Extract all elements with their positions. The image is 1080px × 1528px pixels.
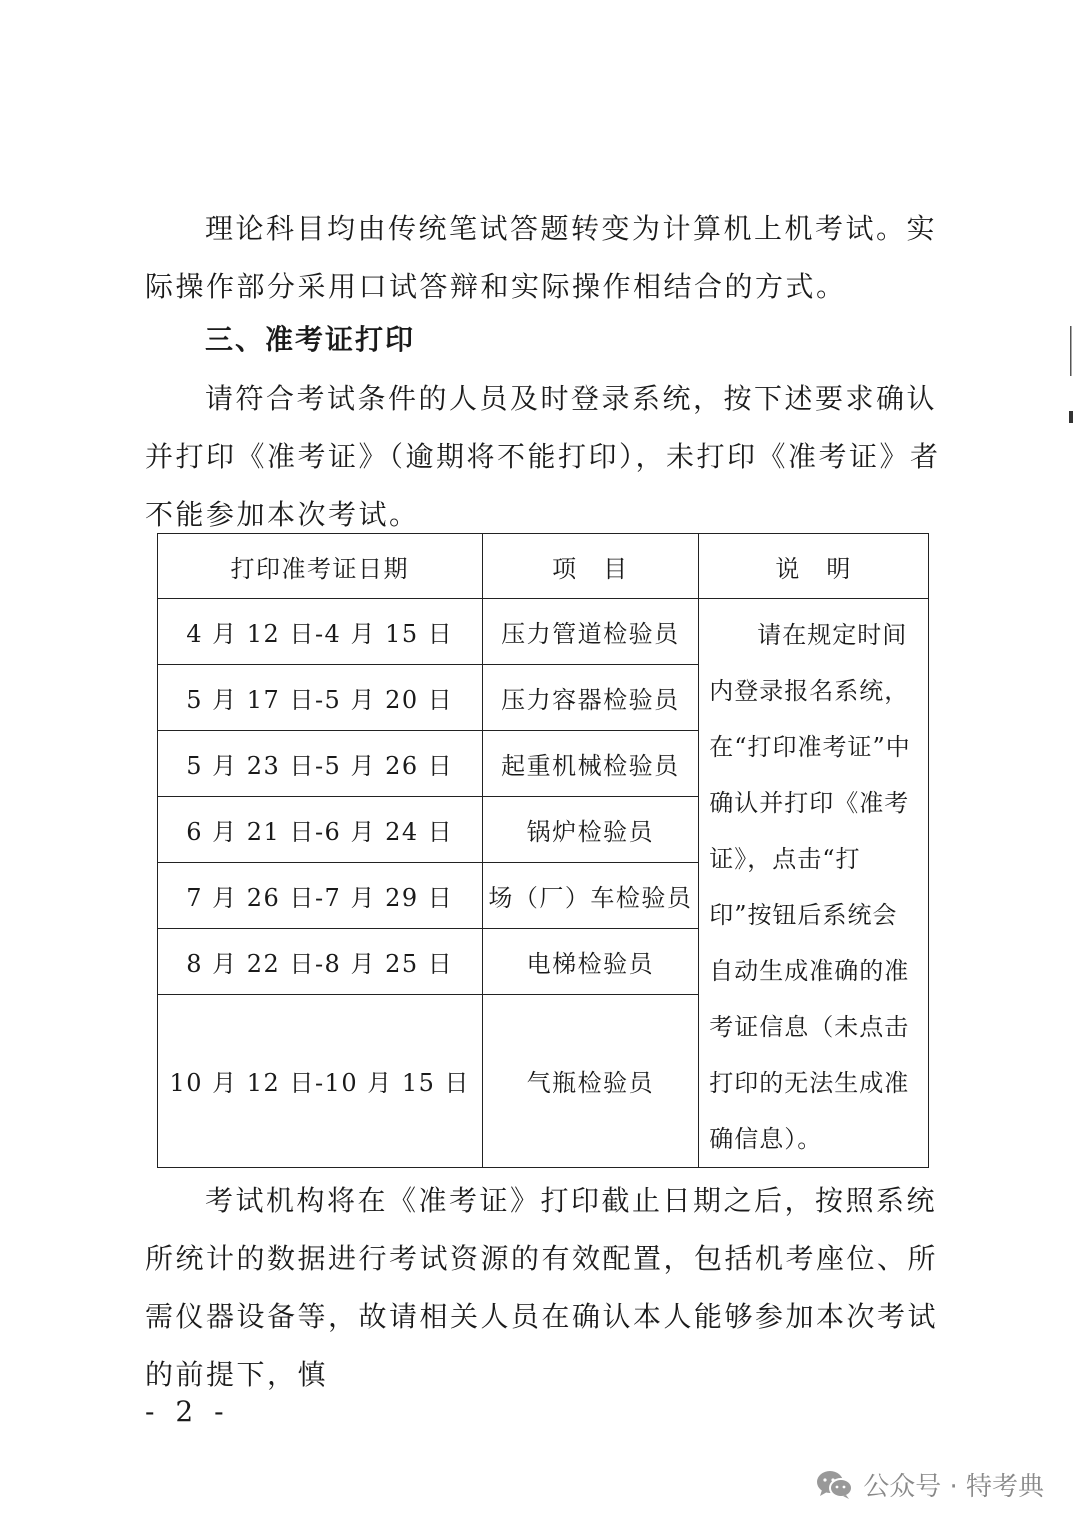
note-cell [699, 599, 929, 1168]
header-note: 说 明 [699, 534, 929, 599]
closing-paragraph: 考试机构将在《准考证》打印截止日期之后，按照系统所统计的数据进行考试资源的有效配置，包括机考座位、所需仪器设备等，故请相关人员在确认本人能够参加本次考试的前提下，慎 [145, 1184, 939, 1391]
row-date: 4 月 12 日-4 月 15 日 [158, 599, 483, 665]
page-number: - 2 - [145, 1395, 230, 1428]
intro-paragraph: 理论科目均由传统笔试答题转变为计算机上机考试。实际操作部分采用口试答辩和实际操作相结合的方式。 [145, 212, 938, 303]
schedule-table [157, 533, 929, 1168]
row-date: 7 月 26 日-7 月 29 日 [158, 862, 483, 928]
wechat-icon [815, 1469, 853, 1501]
scan-edge-marks [1068, 326, 1074, 426]
table-row [158, 599, 929, 665]
row-item: 压力管道检验员 [482, 599, 699, 665]
row-item: 锅炉检验员 [482, 796, 699, 862]
row-item: 起重机械检验员 [482, 730, 699, 796]
row-date: 6 月 21 日-6 月 24 日 [158, 796, 483, 862]
header-item: 项 目 [482, 534, 699, 599]
row-date: 8 月 22 日-8 月 25 日 [158, 928, 483, 994]
row-date: 5 月 17 日-5 月 20 日 [158, 664, 483, 730]
watermark [815, 1466, 1044, 1503]
note-text: 请在规定时间内登录报名系统，在“打印准考证”中确认并打印《准考证》，点击“打印”按钮后系统会自动生成准确的准考证信息（未点击打印的无法生成准确信息）。 [709, 621, 911, 1153]
row-date: 10 月 12 日-10 月 15 日 [158, 994, 483, 1167]
row-item: 压力容器检验员 [482, 664, 699, 730]
watermark-text: 公众号 · 特考典 [863, 1472, 1044, 1502]
section-heading: 三、准考证打印 [205, 323, 416, 356]
row-item: 气瓶检验员 [482, 994, 699, 1167]
row-item: 电梯检验员 [482, 928, 699, 994]
row-date: 5 月 23 日-5 月 26 日 [158, 730, 483, 796]
section-paragraph: 请符合考试条件的人员及时登录系统，按下述要求确认并打印《准考证》（逾期将不能打印），未打印《准考证》者不能参加本次考试。 [145, 382, 941, 531]
header-date: 打印准考证日期 [158, 534, 483, 599]
row-item: 场（厂）车检验员 [482, 862, 699, 928]
